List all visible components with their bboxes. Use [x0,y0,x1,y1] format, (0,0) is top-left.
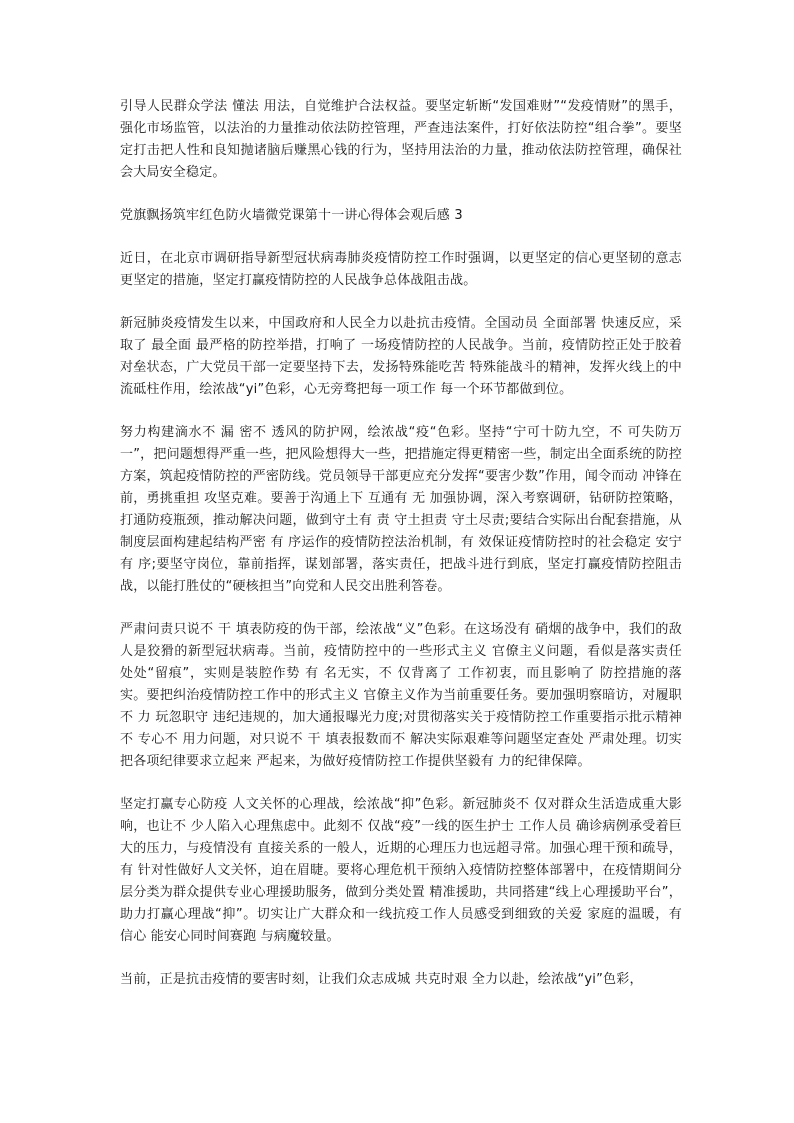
paragraph-accountability: 严肃问责只说不 干 填表防疫的伪干部，绘浓战“义”色彩。在这场没有 硝烟的战争中，我们的敌人是狡猾的新型冠状病毒。当前，疫情防控中的一些形式主义 官僚主义问题，看似是落实责任 处处“留痕”，实则是装腔作势 有 名无实，不 仅背离了 工作初衷，而且影响了 防控措施的落实。要把纠治疫情防控工作中的形式主义 官僚主义作为当前重要任务。要加强明察暗访，对履职不 力 玩忽职守 违纪违规的，加大通报曝光力度;对贯彻落实关于疫情防控工作重要指示批示精神不 专心不 用力问题，对只说不 干 填表报数而不 解决实际艰难等问题坚定查处 严肃处理。切实把各项纪律要求立起来 严起来，为做好疫情防控工作提供坚毅有 力的纪律保障。 [120,622,682,769]
paragraph-rule-of-law: 引导人民群众学法 懂法 用法，自觉维护合法权益。要坚定斩断“发国难财”“发疫情财”的黑手，强化市场监管，以法治的力量推动依法防控管理，严查违法案件，打好依法防控“组合拳”。要坚定打击把人性和良知抛诸脑后赚黑心钱的行为，坚持用法治的力量，推动依法防控管理，确保社会大局安全稳定。 [120,99,682,180]
paragraph-closing: 当前，正是抗击疫情的要害时刻，让我们众志成城 共克时艰 全力以赴，绘浓战“yi”色彩， [120,972,643,987]
paragraph-psychology: 坚定打赢专心防疫 人文关怀的心理战，绘浓战“抑”色彩。新冠肺炎不 仅对群众生活造成重大影响，也让不 少人陷入心理焦虑中。此刻不 仅战“疫”一线的医生护士 工作人员 确诊病例承受着巨大的压力，与疫情没有 直接关系的一般人，近期的心理压力也远超寻常。加强心理干预和疏导，有 针对性做好人文关怀，迫在眉睫。要将心理危机干预纳入疫情防控整体部署中，在疫情期间分层分类为群众提供专业心理援助服务，做到分类处置 精准援助，共同搭建“线上心理援助平台”，助力打赢心理战“抑”。切实让广大群众和一线抗疫工作人员感受到细致的关爱 家庭的温暖，有 信心 能安心同时间赛跑 与病魔较量。 [120,797,682,944]
document-body [120,96,682,1012]
paragraph-overview: 新冠肺炎疫情发生以来，中国政府和人民全力以赴抗击疫情。全国动员 全面部署 快速反应，采取了 最全面 最严格的防控举措，打响了 一场疫情防控的人民战争。当前，疫情防控正处于胶着对垒状态，广大党员干部一定要坚持下去，发扬特殊能吃苦 特殊能战斗的精神，发挥火线上的中流砥柱作用，绘浓战“yi”色彩，心无旁骛把每一项工作 每一个环节都做到位。 [120,316,682,397]
paragraph-intro: 近日，在北京市调研指导新型冠状病毒肺炎疫情防控工作时强调，以更坚定的信心更坚韧的意志更坚定的措施，坚定打赢疫情防控的人民战争总体战阻击战。 [120,251,682,288]
section-heading: 党旗飘扬筑牢红色防火墙微党课第十一讲心得体会观后感 3 [120,208,463,223]
paragraph-protection-net: 努力构建滴水不 漏 密不 透风的防护网，绘浓战“疫“色彩。坚持“宁可十防九空，不 可失防万一”，把问题想得严重一些，把风险想得大一些，把措施定得更精密一些，制定出全面系统的防控方案，筑起疫情防控的严密防线。党员领导干部更应充分发挥“要害少数”作用，闻令而动 冲锋在前，勇挑重担 攻坚克难。要善于沟通上下 互通有 无 加强协调，深入考察调研，钻研防控策略，打通防疫瓶颈，推动解决问题，做到守土有 责 守土担责 守土尽责;要结合实际出台配套措施，从制度层面构建起结构严密 有 序运作的疫情防控法治机制，有 效保证疫情防控时的社会稳定 安宁有 序;要坚守岗位，靠前指挥，谋划部署，落实责任，把战斗进行到底，坚定打赢疫情防控阻击战，以能打胜仗的“硬核担当”向党和人民交出胜利答卷。 [120,425,682,594]
